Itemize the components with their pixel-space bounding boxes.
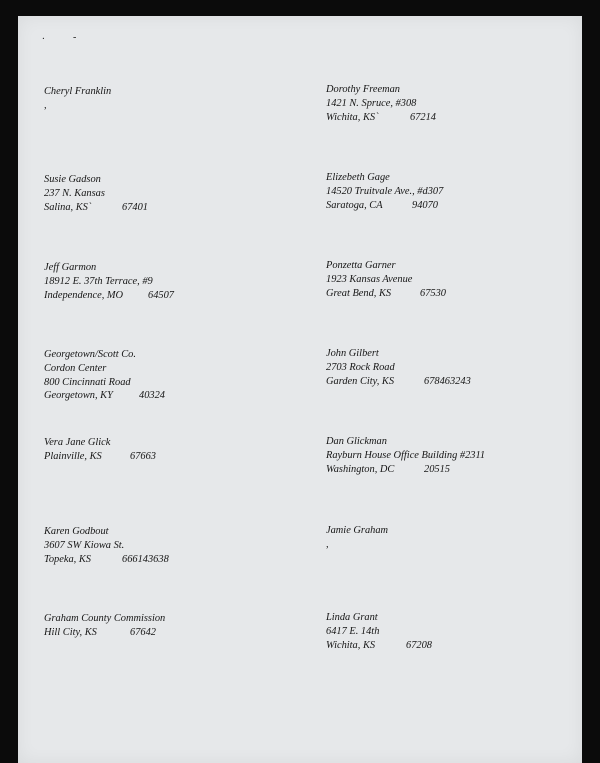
entry-zip: 67642: [130, 626, 156, 638]
entry-city: Washington, DC: [326, 463, 395, 475]
entry-name: Jamie Graham: [326, 525, 389, 536]
entry-city: Hill City, KS: [44, 626, 97, 638]
entry-name: Elizebeth Gage: [326, 172, 390, 183]
entry-zip: 67530: [420, 287, 446, 299]
entry-city-zip: [44, 553, 169, 567]
entry-name: Graham County Commission: [44, 613, 166, 624]
entry-city-zip: [326, 375, 471, 389]
entry-city-zip: [44, 389, 165, 403]
entry-city-zip: [44, 201, 148, 215]
entry-city-zip: [326, 639, 432, 653]
address-entry: [326, 171, 443, 212]
entry-city: Garden City, KS: [326, 375, 395, 387]
address-entry: [44, 525, 169, 566]
entry-address-line: ,: [326, 538, 329, 550]
entry-zip: 678463243: [424, 375, 471, 387]
entry-zip: 64507: [148, 289, 174, 301]
entry-address-line: 1421 N. Spruce, #308: [326, 97, 417, 109]
entry-name: Linda Grant: [326, 612, 378, 623]
entry-city: Great Bend, KS: [326, 287, 392, 299]
stray-mark-right: -: [73, 32, 77, 43]
entry-zip: 67214: [410, 111, 436, 123]
entry-zip: 40324: [139, 390, 165, 402]
entry-name: Georgetown/Scott Co.: [44, 349, 136, 360]
entry-zip: 67208: [406, 639, 432, 651]
address-entry: [44, 436, 156, 464]
entry-city-zip: [44, 289, 174, 303]
entry-address-line: 1923 Kansas Avenue: [326, 273, 413, 285]
entry-name: Dorothy Freeman: [326, 84, 400, 95]
entry-city: Wichita, KS: [326, 639, 376, 651]
entry-zip: 94070: [412, 199, 438, 211]
entry-name: Susie Gadson: [44, 174, 101, 185]
entry-name: Cheryl Franklin: [44, 86, 112, 97]
entry-zip: 67401: [122, 201, 148, 213]
entry-city: Independence, MO: [44, 289, 124, 301]
entry-city: Georgetown, KY: [44, 390, 113, 402]
stray-mark-left: ·: [42, 34, 45, 45]
entry-address-line: Cordon Center: [44, 362, 107, 374]
entry-city-zip: [44, 626, 165, 640]
entry-name: Dan Glickman: [326, 436, 387, 447]
address-entry: [326, 435, 485, 476]
address-entry: [44, 85, 111, 113]
entry-address-line: 2703 Rock Road: [326, 361, 395, 373]
entry-address-line: 18912 E. 37th Terrace, #9: [44, 275, 153, 287]
address-entry: [326, 259, 446, 300]
entry-address-line: 237 N. Kansas: [44, 187, 105, 199]
entry-address-line: 800 Cincinnati Road: [44, 376, 131, 388]
entry-name: Vera Jane Glick: [44, 437, 111, 448]
entry-address-line: 14520 Truitvale Ave., #d307: [326, 185, 444, 197]
entry-name: Ponzetta Garner: [326, 260, 396, 271]
entry-name: Karen Godbout: [44, 526, 109, 537]
entry-city: Wichita, KS`: [326, 111, 379, 123]
entry-name: Jeff Garmon: [44, 262, 97, 273]
entry-city-zip: [326, 287, 446, 301]
entry-address-line: 6417 E. 14th: [326, 625, 380, 637]
address-entry: [326, 524, 388, 552]
address-entry: [44, 612, 165, 640]
entry-name: John Gilbert: [326, 348, 379, 359]
entry-city-zip: [326, 199, 443, 213]
address-entry: [44, 261, 174, 302]
address-entry: [326, 83, 436, 124]
entry-zip: 20515: [424, 463, 450, 475]
entry-address-line: 3607 SW Kiowa St.: [44, 539, 125, 551]
address-entry: [44, 348, 165, 403]
address-entry: [326, 611, 432, 652]
entry-city: Plainville, KS: [44, 450, 102, 462]
entry-zip: 666143638: [122, 553, 169, 565]
address-entry: [326, 347, 471, 388]
entry-city: Topeka, KS: [44, 553, 91, 565]
entry-city-zip: [326, 463, 485, 477]
entry-city-zip: [44, 450, 156, 464]
entry-city: Saratoga, CA: [326, 199, 383, 211]
entry-zip: 67663: [130, 450, 156, 462]
entry-city: Salina, KS`: [44, 201, 92, 213]
entry-city-zip: [326, 111, 436, 125]
entry-address-line: ,: [44, 99, 47, 111]
address-entry: [44, 173, 148, 214]
entry-address-line: Rayburn House Office Building #2311: [326, 449, 486, 461]
